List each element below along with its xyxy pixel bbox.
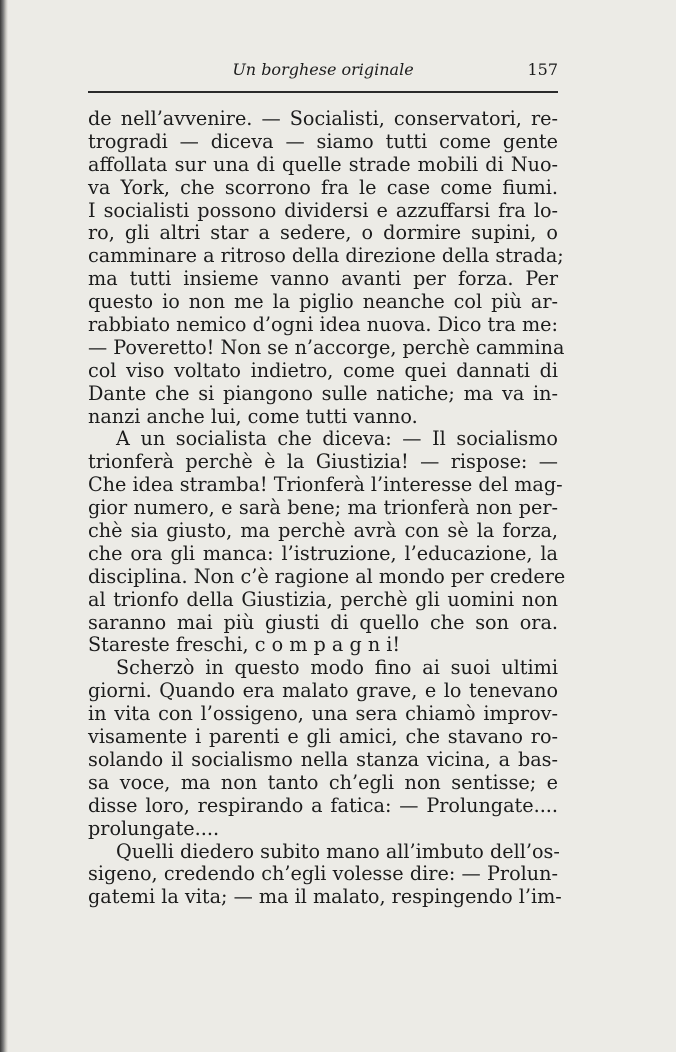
- text-line: sigeno, credendo ch’egli volesse dire: — Prolun-: [88, 862, 558, 886]
- text-line: gior numero, e sarà bene; ma trionferà non per-: [88, 496, 558, 520]
- body-text: [88, 107, 566, 909]
- text-line: trogradi — diceva — siamo tutti come gente: [88, 129, 558, 153]
- text-line: sa voce, ma non tanto ch’egli non sentisse; e: [88, 770, 558, 794]
- text-line: ro, gli altri star a sedere, o dormire supini, o: [88, 221, 558, 245]
- text-line: disse loro, respirando a fatica: — Prolungate....: [88, 793, 558, 817]
- text-line: al trionfo della Giustizia, perchè gli uomini non: [88, 587, 558, 611]
- text-line: I socialisti possono dividersi e azzuffarsi fra lo-: [88, 198, 558, 222]
- text-line: trionferà perchè è la Giustizia! — rispose: —: [88, 450, 558, 474]
- text-line: visamente i parenti e gli amici, che stavano ro-: [88, 725, 558, 749]
- text-line: che ora gli manca: l’istruzione, l’educazione, la: [88, 541, 558, 565]
- text-line: ma tutti insieme vanno avanti per forza. Per: [88, 267, 558, 291]
- text-line: questo io non me la piglio neanche col più ar-: [88, 290, 558, 314]
- text-line: col viso voltato indietro, come quei dannati di: [88, 358, 558, 382]
- text-line: chè sia giusto, ma perchè avrà con sè la forza,: [88, 519, 558, 543]
- page-binding-edge: [0, 0, 8, 1052]
- text-line: gatemi la vita; — ma il malato, respingendo l’im-: [88, 885, 562, 909]
- text-line: Dante che si piangono sulle natiche; ma va in-: [88, 381, 558, 405]
- text-line: camminare a ritroso della direzione della strada;: [88, 244, 564, 268]
- text-line: rabbiato nemico d’ogni idea nuova. Dico tra me:: [88, 313, 558, 337]
- text-line: nanzi anche lui, come tutti vanno.: [88, 404, 418, 428]
- page-header: [88, 58, 558, 88]
- page-number: 157: [527, 60, 558, 79]
- running-title: Un borghese originale: [232, 60, 414, 79]
- text-line: giorni. Quando era malato grave, e lo tenevano: [88, 679, 558, 703]
- header-rule: [88, 91, 558, 93]
- text-line: A un socialista che diceva: — Il socialismo: [116, 427, 558, 451]
- text-line: Che idea stramba! Trionferà l’interesse del mag-: [88, 473, 563, 497]
- text-line: Quelli diedero subito mano all’imbuto dell’os-: [116, 839, 560, 863]
- text-line: in vita con l’ossigeno, una sera chiamò improv-: [88, 702, 558, 726]
- text-line: disciplina. Non c’è ragione al mondo per credere: [88, 564, 566, 588]
- text-line: Scherzò in questo modo fino ai suoi ultimi: [116, 656, 558, 680]
- text-line: — Poveretto! Non se n’accorge, perchè cammina: [88, 335, 565, 359]
- text-line: saranno mai più giusti di quello che son ora.: [88, 610, 558, 634]
- text-line: Stareste freschi, c o m p a g n i!: [88, 633, 401, 657]
- text-line: prolungate....: [88, 816, 220, 840]
- text-line: va York, che scorrono fra le case come fiumi.: [88, 175, 558, 199]
- text-line: affollata sur una di quelle strade mobili di Nuo-: [88, 152, 558, 176]
- text-line: solando il socialismo nella stanza vicina, a bas-: [88, 747, 558, 771]
- text-line: de nell’avvenire. — Socialisti, conservatori, re-: [88, 107, 558, 130]
